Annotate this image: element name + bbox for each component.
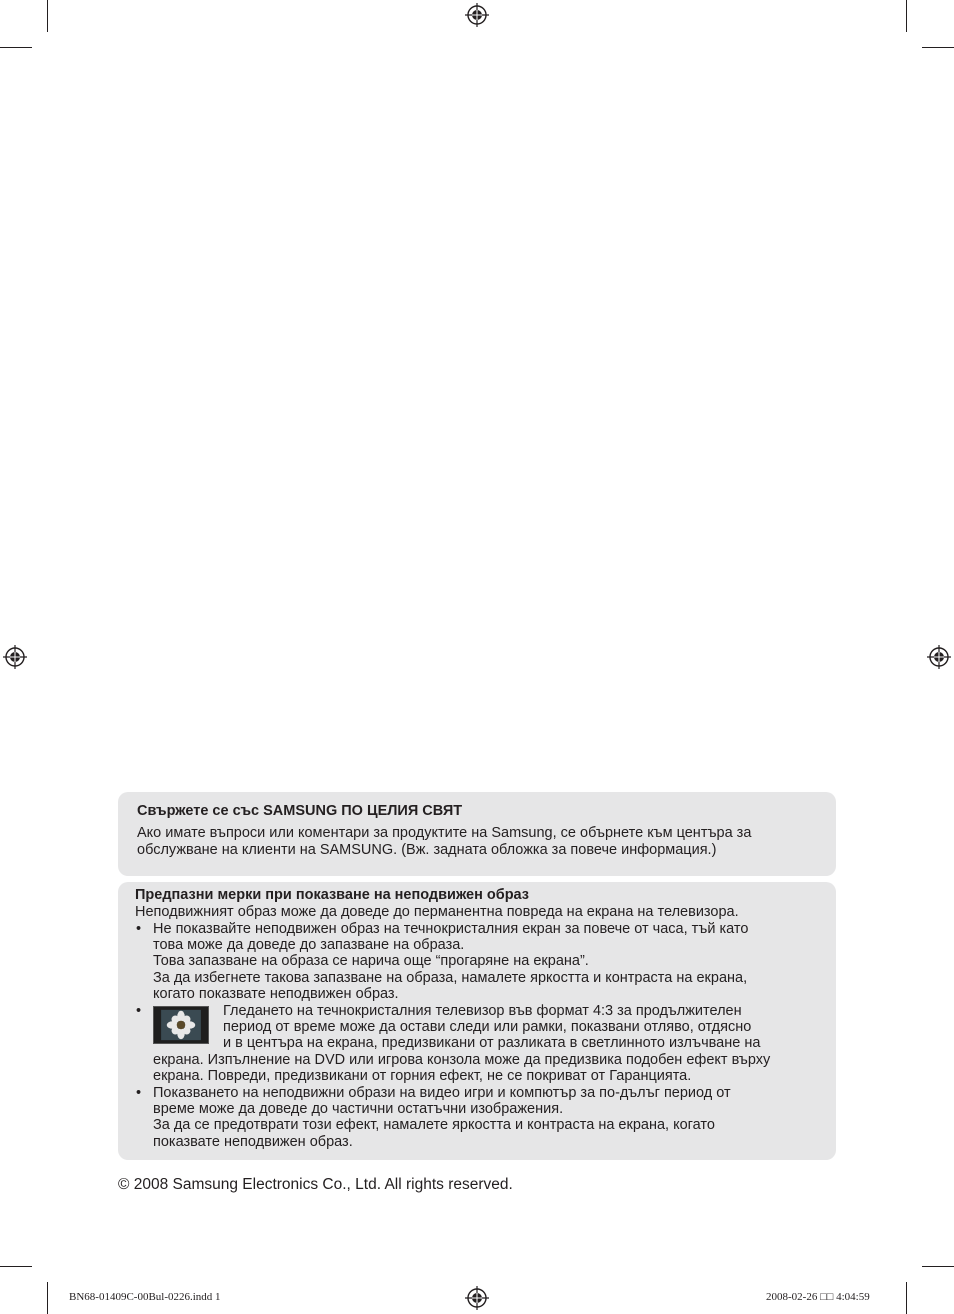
bullet-marker: • (136, 920, 142, 937)
slug-file-name: BN68-01409C-00Bul-0226.indd 1 (69, 1291, 221, 1303)
registration-mark-icon (465, 1286, 489, 1310)
still-image-warning-panel (118, 882, 836, 1160)
contact-samsung-panel (118, 792, 836, 876)
contact-panel-body: Ако имате въпроси или коментари за продуктите на Samsung, се обърнете към центъра за обслужване на клиенти на SAMSUNG. (Вж. задната обложка за повече информация.) (137, 825, 752, 858)
tv-sunflower-icon (153, 1006, 209, 1044)
crop-mark-bottom-right-h (922, 1266, 954, 1267)
crop-mark-top-right-v (906, 0, 907, 32)
warning-panel-intro: Неподвижният образ може да доведе до перманентна повреда на екрана на телевизора. (135, 904, 739, 920)
warning-bullet-2: • Гледането на течнокристалния телевизор във формат 4:3 за продължителен период от време може да остави следи или рамки, показвани отляво, отдясно и в центъра на екрана, предизвикани от разликата в светлинното излъчване на екрана. Изпълнение на DVD или игрова конзола може да предизвика подобен ефект върху екрана. Повреди, предизвикани от горния ефект, не се покриват от Гаранцията. (136, 1002, 771, 1085)
contact-panel-title: Свържете се със SAMSUNG ПО ЦЕЛИЯ СВЯТ (137, 803, 463, 819)
registration-mark-icon (927, 645, 951, 669)
crop-mark-bottom-right-v (906, 1282, 907, 1314)
warning-panel-title: Предпазни мерки при показване на неподвижен образ (135, 887, 530, 903)
registration-mark-icon (3, 645, 27, 669)
registration-mark-icon (465, 3, 489, 27)
copyright-notice: © 2008 Samsung Electronics Co., Ltd. All rights reserved. (118, 1176, 513, 1193)
crop-mark-bottom-left-v (47, 1282, 48, 1314)
bullet-marker: • (136, 1002, 142, 1019)
bullet-marker: • (136, 1084, 142, 1101)
warning-bullet-3: • Показването на неподвижни образи на видео игри и компютър за по-дълъг период от време може да доведе до частични остатъчни изображения. За да се предотврати този ефект, намалете яркостта и контраста на екрана, когато показвате неподвижен образ. (136, 1084, 731, 1150)
crop-mark-top-left-h (0, 47, 32, 48)
crop-mark-bottom-left-h (0, 1266, 32, 1267)
warning-bullet-1: • Не показвайте неподвижен образ на течнокристалния екран за повече от часа, тъй като това може да доведе до запазване на образа. Това запазване на образа се нарича още “прогаряне на екрана”. За да избегнете такова запазване на образа, намалете яркостта и контраста на екрана, когато показвате неподвижен образ. (136, 920, 749, 1003)
crop-mark-top-right-h (922, 47, 954, 48)
crop-mark-top-left-v (47, 0, 48, 32)
slug-timestamp: 2008-02-26 □□ 4:04:59 (766, 1291, 870, 1303)
